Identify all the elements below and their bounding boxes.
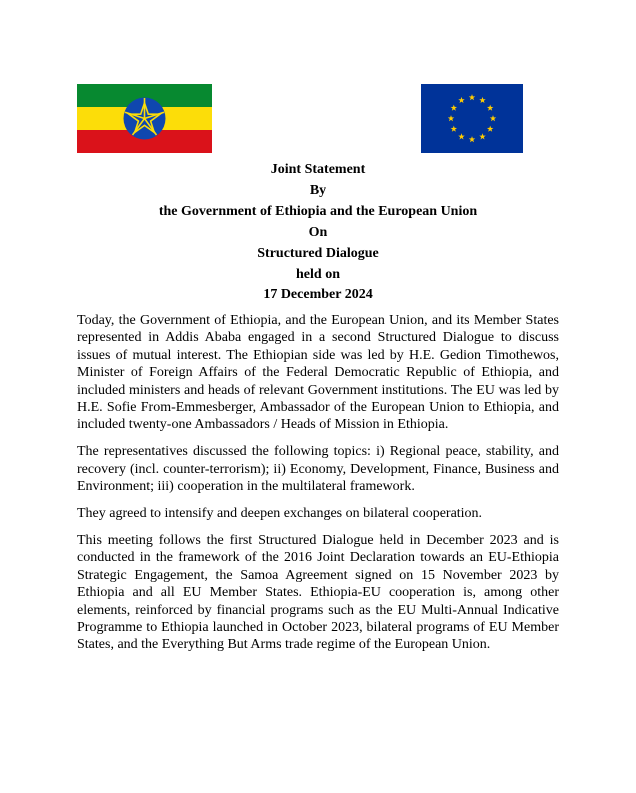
eu-flag [421,84,523,153]
paragraph-intro: Today, the Government of Ethiopia, and the European Union, and its Member States represented in Addis Ababa engaged in a second Structured Dialogue to discuss issues of mutual interest. The Ethiopian side was led by H.E. Gedion Timothewos, Minister of Foreign Affairs of the Federal Democratic Republic of Ethiopia, and included ministers and heads of relevant Government institutions. The EU was led by H.E. Sofie From-Emmesberger, Ambassador of the European Union to Ethiopia, and included twenty-one Ambassadors / Heads of Mission in Ethiopia. [77,313,559,433]
title-line-by: By [309,182,327,198]
title-line-subject: Structured Dialogue [257,245,379,261]
title-line-joint-statement: Joint Statement [270,162,366,177]
ethiopia-flag [77,84,212,153]
statement-body [77,312,559,663]
paragraph-agreement: They agreed to intensify and deepen exchanges on bilateral cooperation. [77,506,483,522]
title-line-on: On [308,224,328,240]
statement-title [0,160,636,306]
title-line-date: 17 December 2024 [263,287,373,303]
paragraph-topics: The representatives discussed the following topics: i) Regional peace, stability, and recovery (incl. counter-terrorism); ii) Economy, Development, Finance, Business and Environment; iii) cooperation in the multilateral framework. [77,444,559,495]
title-line-parties: the Government of Ethiopia and the European Union [158,203,478,219]
paragraph-context: This meeting follows the first Structured Dialogue held in December 2023 and is conducted in the framework of the 2016 Joint Declaration towards an EU-Ethiopia Strategic Engagement, the Samoa Agreement signed on 15 November 2023 by Ethiopia and all EU Member States. Ethiopia-EU cooperation is, among other elements, reinforced by financial programs such as the EU Multi-Annual Indicative Programme to Ethiopia launched in October 2023, bilateral programs of EU Member States, and the Everything But Arms trade regime of the European Union. [77,532,559,653]
title-line-held-on: held on [296,266,340,282]
